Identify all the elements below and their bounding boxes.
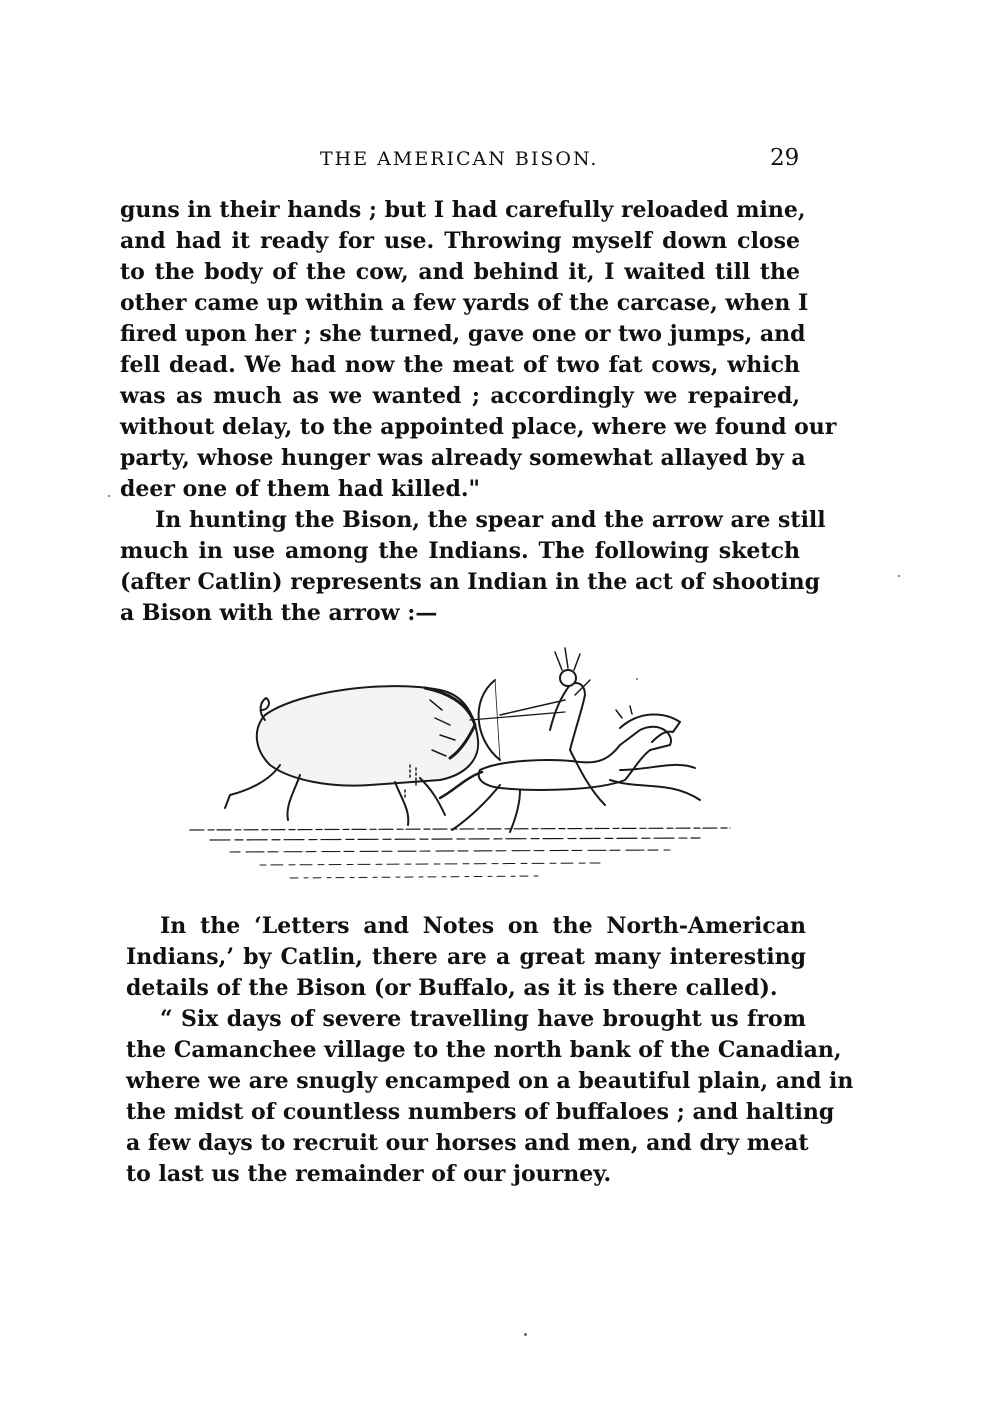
paper-speck bbox=[636, 678, 638, 680]
text-line: to last us the remainder of our journey. bbox=[126, 1161, 612, 1187]
text-line: In the ‘Letters and Notes on the North-American bbox=[160, 913, 806, 939]
text-line: Indians,’ by Catlin, there are a great many interesting bbox=[126, 944, 806, 970]
text-line: “ Six days of severe travelling have brought us from bbox=[160, 1006, 806, 1032]
text-line: party, whose hunger was already somewhat allayed by a bbox=[120, 445, 806, 471]
text-line: a few days to recruit our horses and men, and dry meat bbox=[126, 1130, 809, 1156]
text-line: a Bison with the arrow :— bbox=[120, 600, 438, 626]
paper-speck bbox=[524, 1333, 527, 1336]
text-line: to the body of the cow, and behind it, I waited till the bbox=[120, 259, 800, 285]
text-line: without delay, to the appointed place, where we found our bbox=[120, 414, 837, 440]
text-line: other came up within a few yards of the carcase, when I bbox=[120, 290, 809, 316]
text-line: and had it ready for use. Throwing myself down close bbox=[120, 228, 800, 254]
text-line: deer one of them had killed." bbox=[120, 476, 480, 502]
paper-speck bbox=[898, 575, 900, 577]
paper-speck bbox=[108, 495, 110, 497]
text-line: the Camanchee village to the north bank of the Canadian, bbox=[126, 1037, 842, 1063]
running-title: THE AMERICAN BISON. bbox=[320, 148, 599, 170]
text-line: was as much as we wanted ; accordingly we repaired, bbox=[120, 383, 800, 409]
text-line: much in use among the Indians. The following sketch bbox=[120, 538, 800, 564]
text-line: In hunting the Bison, the spear and the arrow are still bbox=[155, 507, 826, 533]
bison-hunt-illustration bbox=[170, 640, 750, 890]
text-line: (after Catlin) represents an Indian in the act of shooting bbox=[120, 569, 820, 595]
text-line: fell dead. We had now the meat of two fat cows, which bbox=[120, 352, 800, 378]
page-number: 29 bbox=[770, 145, 800, 171]
text-line: where we are snugly encamped on a beautiful plain, and in bbox=[126, 1068, 854, 1094]
text-line: guns in their hands ; but I had carefully reloaded mine, bbox=[120, 197, 806, 223]
text-line: details of the Bison (or Buffalo, as it is there called). bbox=[126, 975, 778, 1001]
text-line: fired upon her ; she turned, gave one or two jumps, and bbox=[120, 321, 806, 347]
text-line: the midst of countless numbers of buffaloes ; and halting bbox=[126, 1099, 835, 1125]
